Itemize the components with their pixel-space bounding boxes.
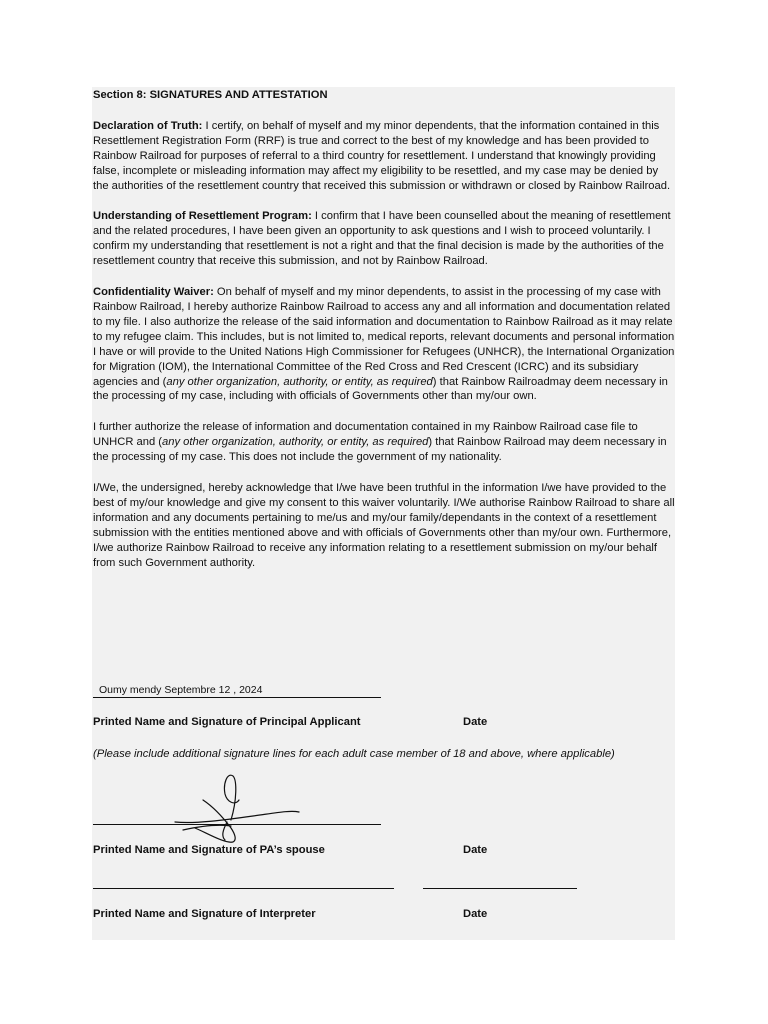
interpreter-date-label: Date <box>463 908 488 920</box>
interpreter-label-row <box>93 908 488 920</box>
confidentiality-heading: Confidentiality Waiver: <box>93 286 214 299</box>
spouse-date-label: Date <box>463 844 488 856</box>
principal-typed-signature: Oumy mendy Septembre 12 , 2024 <box>99 684 263 696</box>
spouse-label: Printed Name and Signature of PA’s spouse <box>93 844 325 856</box>
further-paragraph <box>93 420 675 465</box>
spouse-label-row <box>93 844 488 856</box>
principal-signature-field[interactable] <box>93 684 381 698</box>
declaration-paragraph <box>93 119 675 194</box>
interpreter-signature-field[interactable] <box>93 874 394 894</box>
declaration-heading: Declaration of Truth: <box>93 119 203 132</box>
confidentiality-text-2: ) that Rainbow Railroadmay deem necessary in the processing of my case, including with officials of Governments other than my/our own. <box>93 375 668 403</box>
understanding-text: I confirm that I have been counselled about the meaning of resettlement and the related procedures, I have been given an opportunity to ask questions and I wish to proceed voluntarily. I confirm my understanding that resettlement is not a right and that the final decision is made by the authorities of the resettlement country that receive this submission, and not by Rainbow Railroad. <box>93 210 671 268</box>
interpreter-label: Printed Name and Signature of Interpreter <box>93 908 316 920</box>
spouse-signature-line <box>93 810 381 825</box>
principal-label: Printed Name and Signature of Principal Applicant <box>93 716 361 728</box>
principal-label-row <box>93 716 488 728</box>
further-text-2: ) that Rainbow Railroad may deem necessary in the processing of my case. This does not include the government of my nationality. <box>93 436 667 464</box>
acknowledgement-paragraph: I/We, the undersigned, hereby acknowledge that I/we have been truthful in the information I/we have provided to the best of my/our knowledge and give my consent to this waiver voluntarily. I/We authorise Rainbow Railroad to share all information and any documents pertaining to me/us and my/our family/dependants in the context of a resettlement submission with the entities mentioned above and with officials of Governments other than my/our own. Furthermore, I/we authorize Rainbow Railroad to receive any information relating to a resettlement submission on my/our behalf from such Government authority. <box>93 482 675 569</box>
confidentiality-paragraph <box>93 285 675 404</box>
confidentiality-italic: any other organization, authority, or entity, as required <box>166 375 433 388</box>
document-body <box>93 88 675 570</box>
further-text-1: I further authorize the release of information and documentation contained in my Rainbow Railroad case file to UNHCR and ( <box>93 421 638 449</box>
understanding-heading: Understanding of Resettlement Program: <box>93 210 312 223</box>
understanding-paragraph <box>93 209 675 269</box>
interpreter-date-line <box>423 874 577 889</box>
section-title: Section 8: SIGNATURES AND ATTESTATION <box>93 89 328 101</box>
principal-date-label: Date <box>463 716 488 728</box>
interpreter-date-field[interactable] <box>423 874 577 894</box>
interpreter-signature-line <box>93 874 394 889</box>
further-italic: any other organization, authority, or entity, as required <box>162 436 429 449</box>
additional-lines-note: (Please include additional signature lines for each adult case member of 18 and above, where applicable) <box>93 748 615 760</box>
confidentiality-text-1: On behalf of myself and my minor dependents, to assist in the processing of my case with Rainbow Railroad, I hereby authorize Rainbow Railroad to access any and all information and documentation related to my file. I also authorize the release of the said information and documentation to Rainbow Railroad as it may relate to my refugee claim. This includes, but is not limited to, medical reports, relevant documents and personal information I have or will provide to the United Nations High Commissioner for Refugees (UNHCR), the International Organization for Migration (IOM), the International Committee of the Red Cross and Red Crescent (ICRC) and its subsidiary agencies and ( <box>93 286 675 388</box>
declaration-text: I certify, on behalf of myself and my minor dependents, that the information contained in this Resettlement Registration Form (RRF) is true and correct to the best of my knowledge and has been provided to Rainbow Railroad for purposes of referral to a third country for resettlement. I understand that knowingly providing false, incomplete or misleading information may affect my eligibility to be resettled, and my case may be denied by the authorities of the resettlement country that received this submission or withdrawn or closed by Rainbow Railroad. <box>93 119 671 192</box>
spouse-signature-field[interactable] <box>93 810 381 830</box>
